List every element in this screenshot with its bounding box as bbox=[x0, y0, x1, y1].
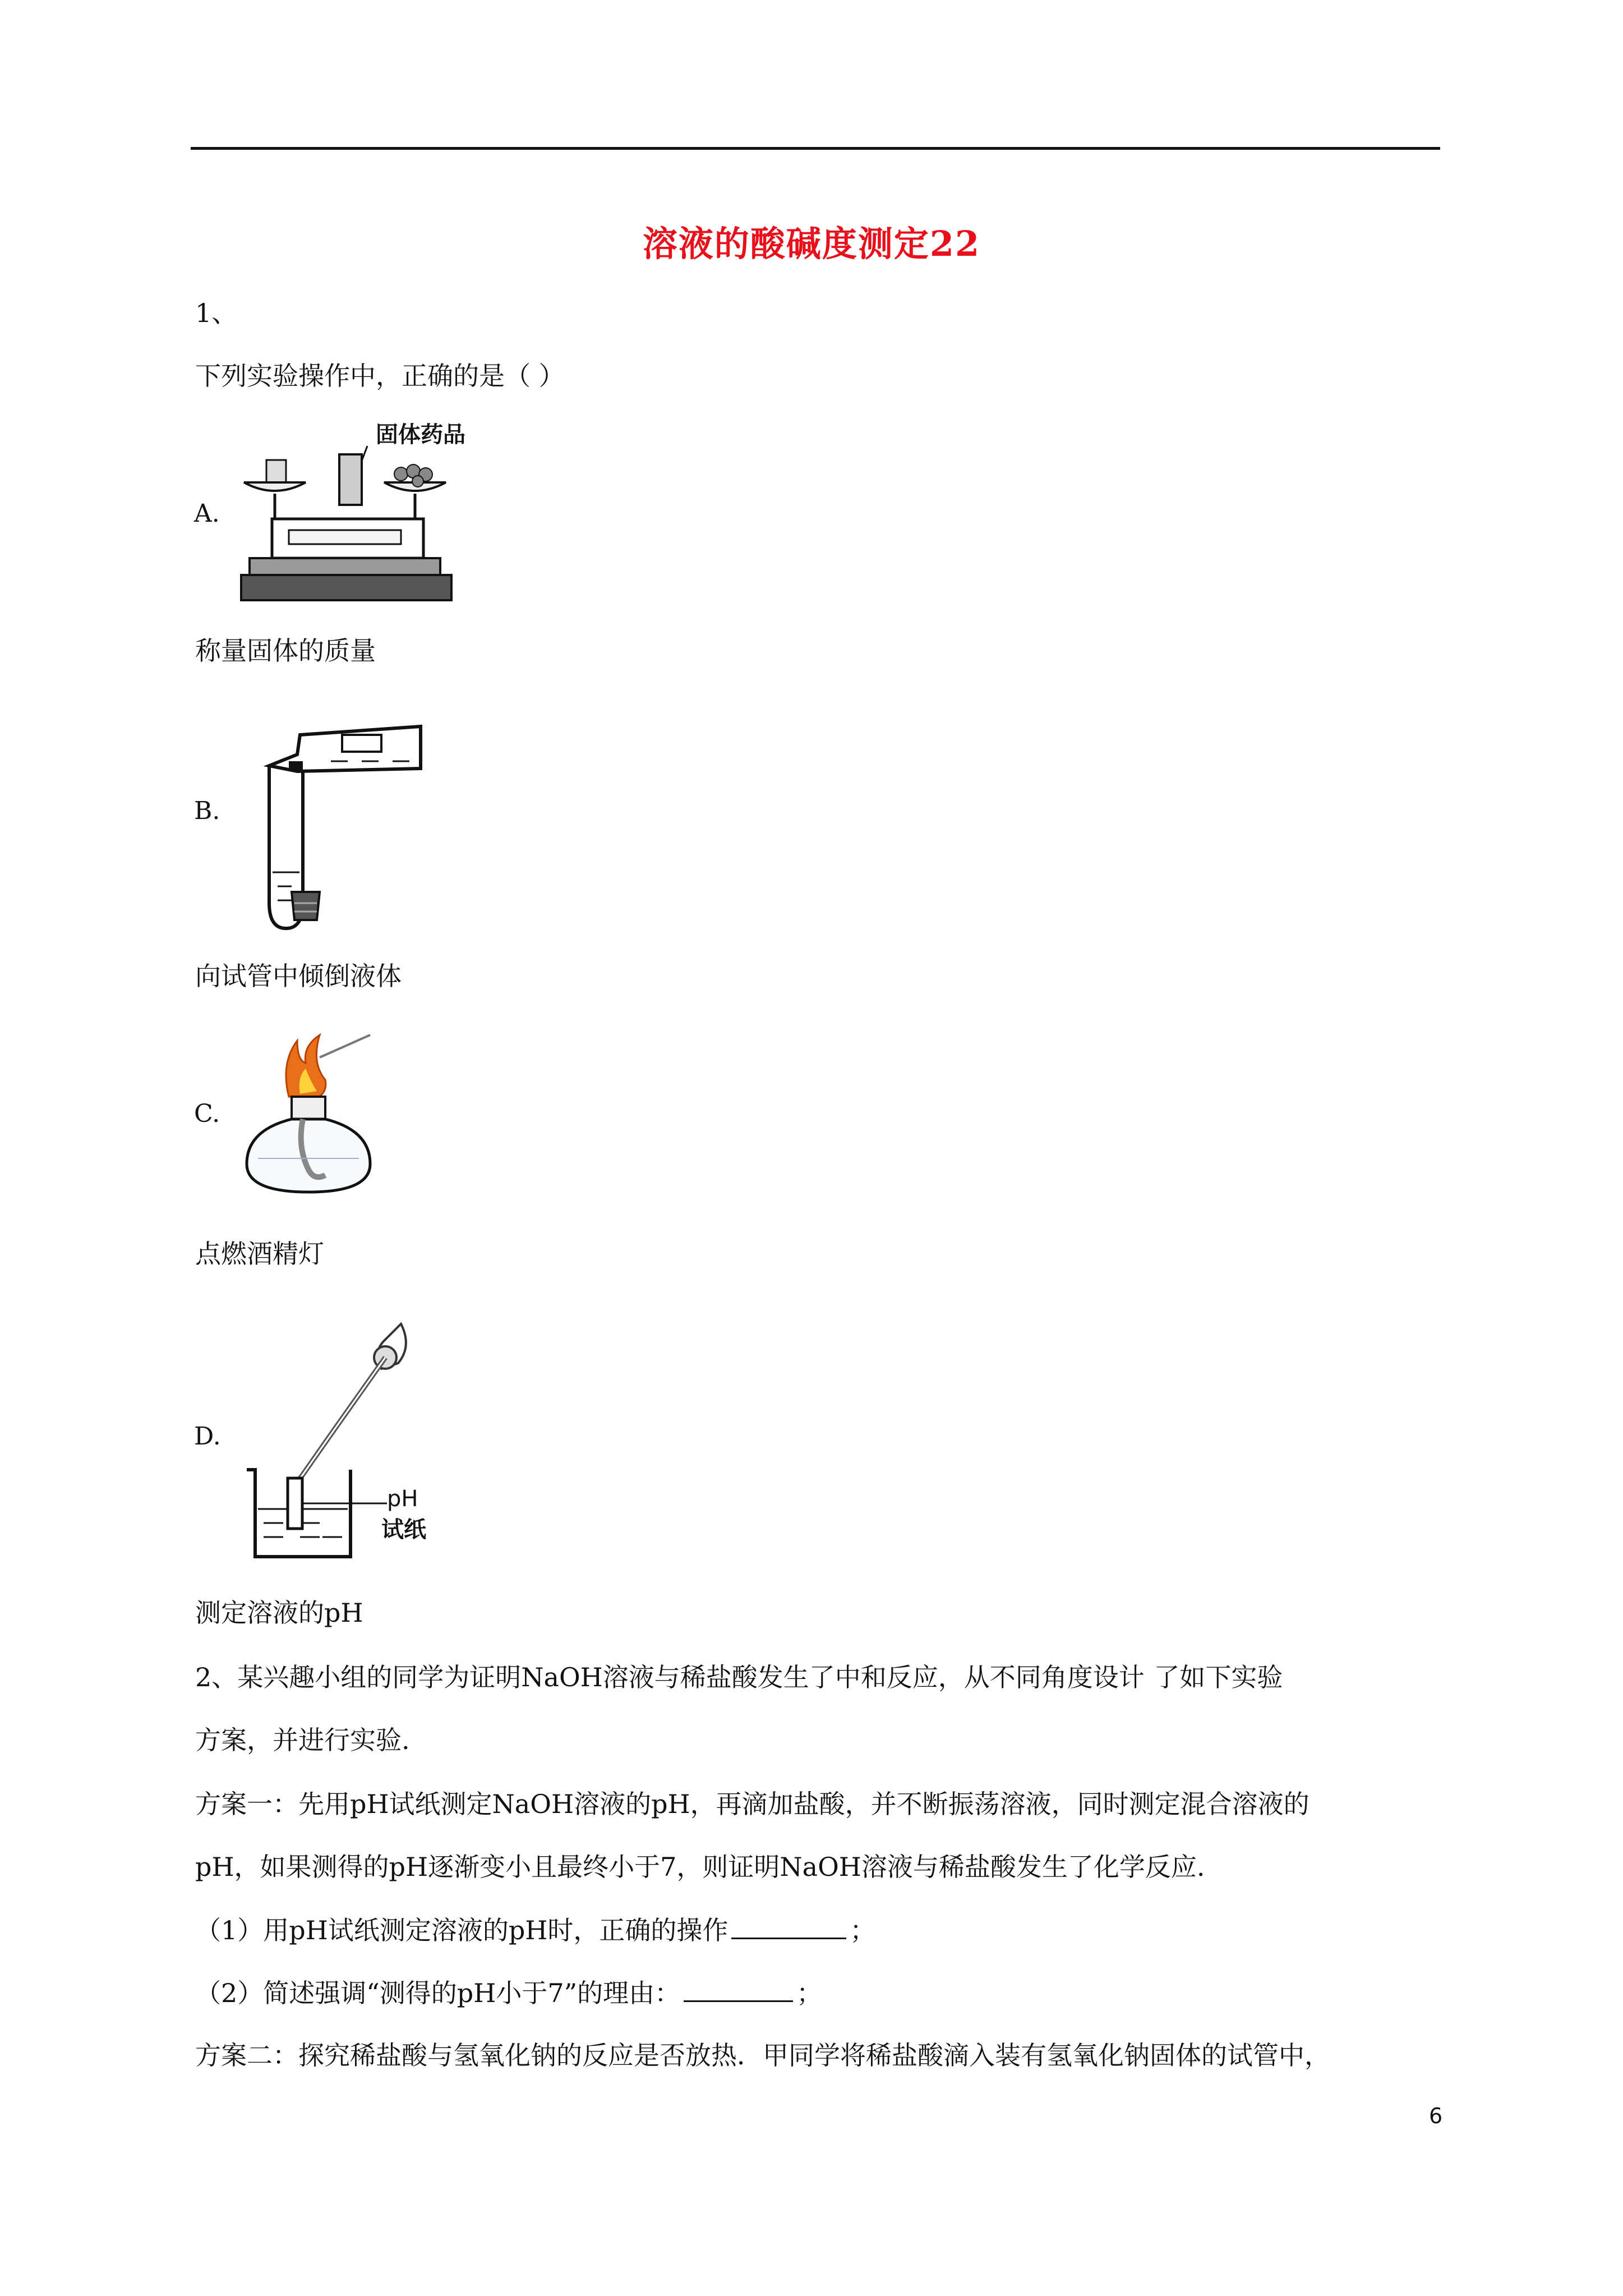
sub-question-1-end: ； bbox=[850, 1915, 876, 1945]
question-2-line-1: 2、某兴趣小组的同学为证明NaOH溶液与稀盐酸发生了中和反应，从不同角度设计 了如下实验 bbox=[195, 1662, 1283, 1692]
option-d-letter: D. bbox=[194, 1422, 221, 1451]
question-1-stem: 下列实验操作中，正确的是（ ） bbox=[195, 361, 565, 391]
sub-question-2-text: （2）简述强调“测得的pH小于7”的理由： bbox=[195, 1978, 681, 2008]
answer-blank-2[interactable] bbox=[684, 1976, 793, 2002]
option-c-caption: 点燃酒精灯 bbox=[195, 1239, 324, 1269]
sub-question-2 bbox=[195, 1976, 822, 2010]
header-rule bbox=[191, 147, 1440, 150]
option-b-caption: 向试管中倾倒液体 bbox=[195, 961, 402, 991]
option-d-caption: 测定溶液的pH bbox=[195, 1598, 363, 1628]
balance-figure bbox=[238, 415, 479, 609]
sub-question-2-end: ； bbox=[796, 1978, 823, 2008]
option-c-letter: C. bbox=[194, 1099, 220, 1128]
alcohol-lamp-figure bbox=[236, 1029, 376, 1203]
ph-test-figure bbox=[238, 1301, 446, 1571]
answer-blank-1[interactable] bbox=[731, 1913, 846, 1939]
sub-question-1-text: （1）用pH试纸测定溶液的pH时，正确的操作 bbox=[195, 1915, 728, 1945]
option-a-caption: 称量固体的质量 bbox=[195, 636, 376, 666]
test-paper-label: 试纸 bbox=[381, 1517, 426, 1543]
test-tube-pouring-figure bbox=[236, 693, 432, 940]
solid-reagent-label: 固体药品 bbox=[376, 422, 465, 448]
plan-1-line-1: 方案一：先用pH试纸测定NaOH溶液的pH，再滴加盐酸，并不断振荡溶液，同时测定混合溶液的 bbox=[195, 1789, 1310, 1819]
plan-2-line-1: 方案二：探究稀盐酸与氢氧化钠的反应是否放热．甲同学将稀盐酸滴入装有氢氧化钠固体的试管中， bbox=[195, 2040, 1330, 2070]
page-title: 溶液的酸碱度测定22 bbox=[642, 223, 981, 264]
page-number: 6 bbox=[1429, 2104, 1443, 2128]
option-b-letter: B. bbox=[194, 797, 220, 825]
question-2-line-2: 方案，并进行实验. bbox=[195, 1725, 410, 1755]
ph-label: pH bbox=[387, 1486, 418, 1512]
option-a-letter: A. bbox=[194, 499, 220, 528]
plan-1-line-2: pH，如果测得的pH逐渐变小且最终小于7，则证明NaOH溶液与稀盐酸发生了化学反应. bbox=[195, 1852, 1205, 1882]
sub-question-1 bbox=[195, 1913, 875, 1947]
question-1-number: 1、 bbox=[195, 298, 238, 328]
